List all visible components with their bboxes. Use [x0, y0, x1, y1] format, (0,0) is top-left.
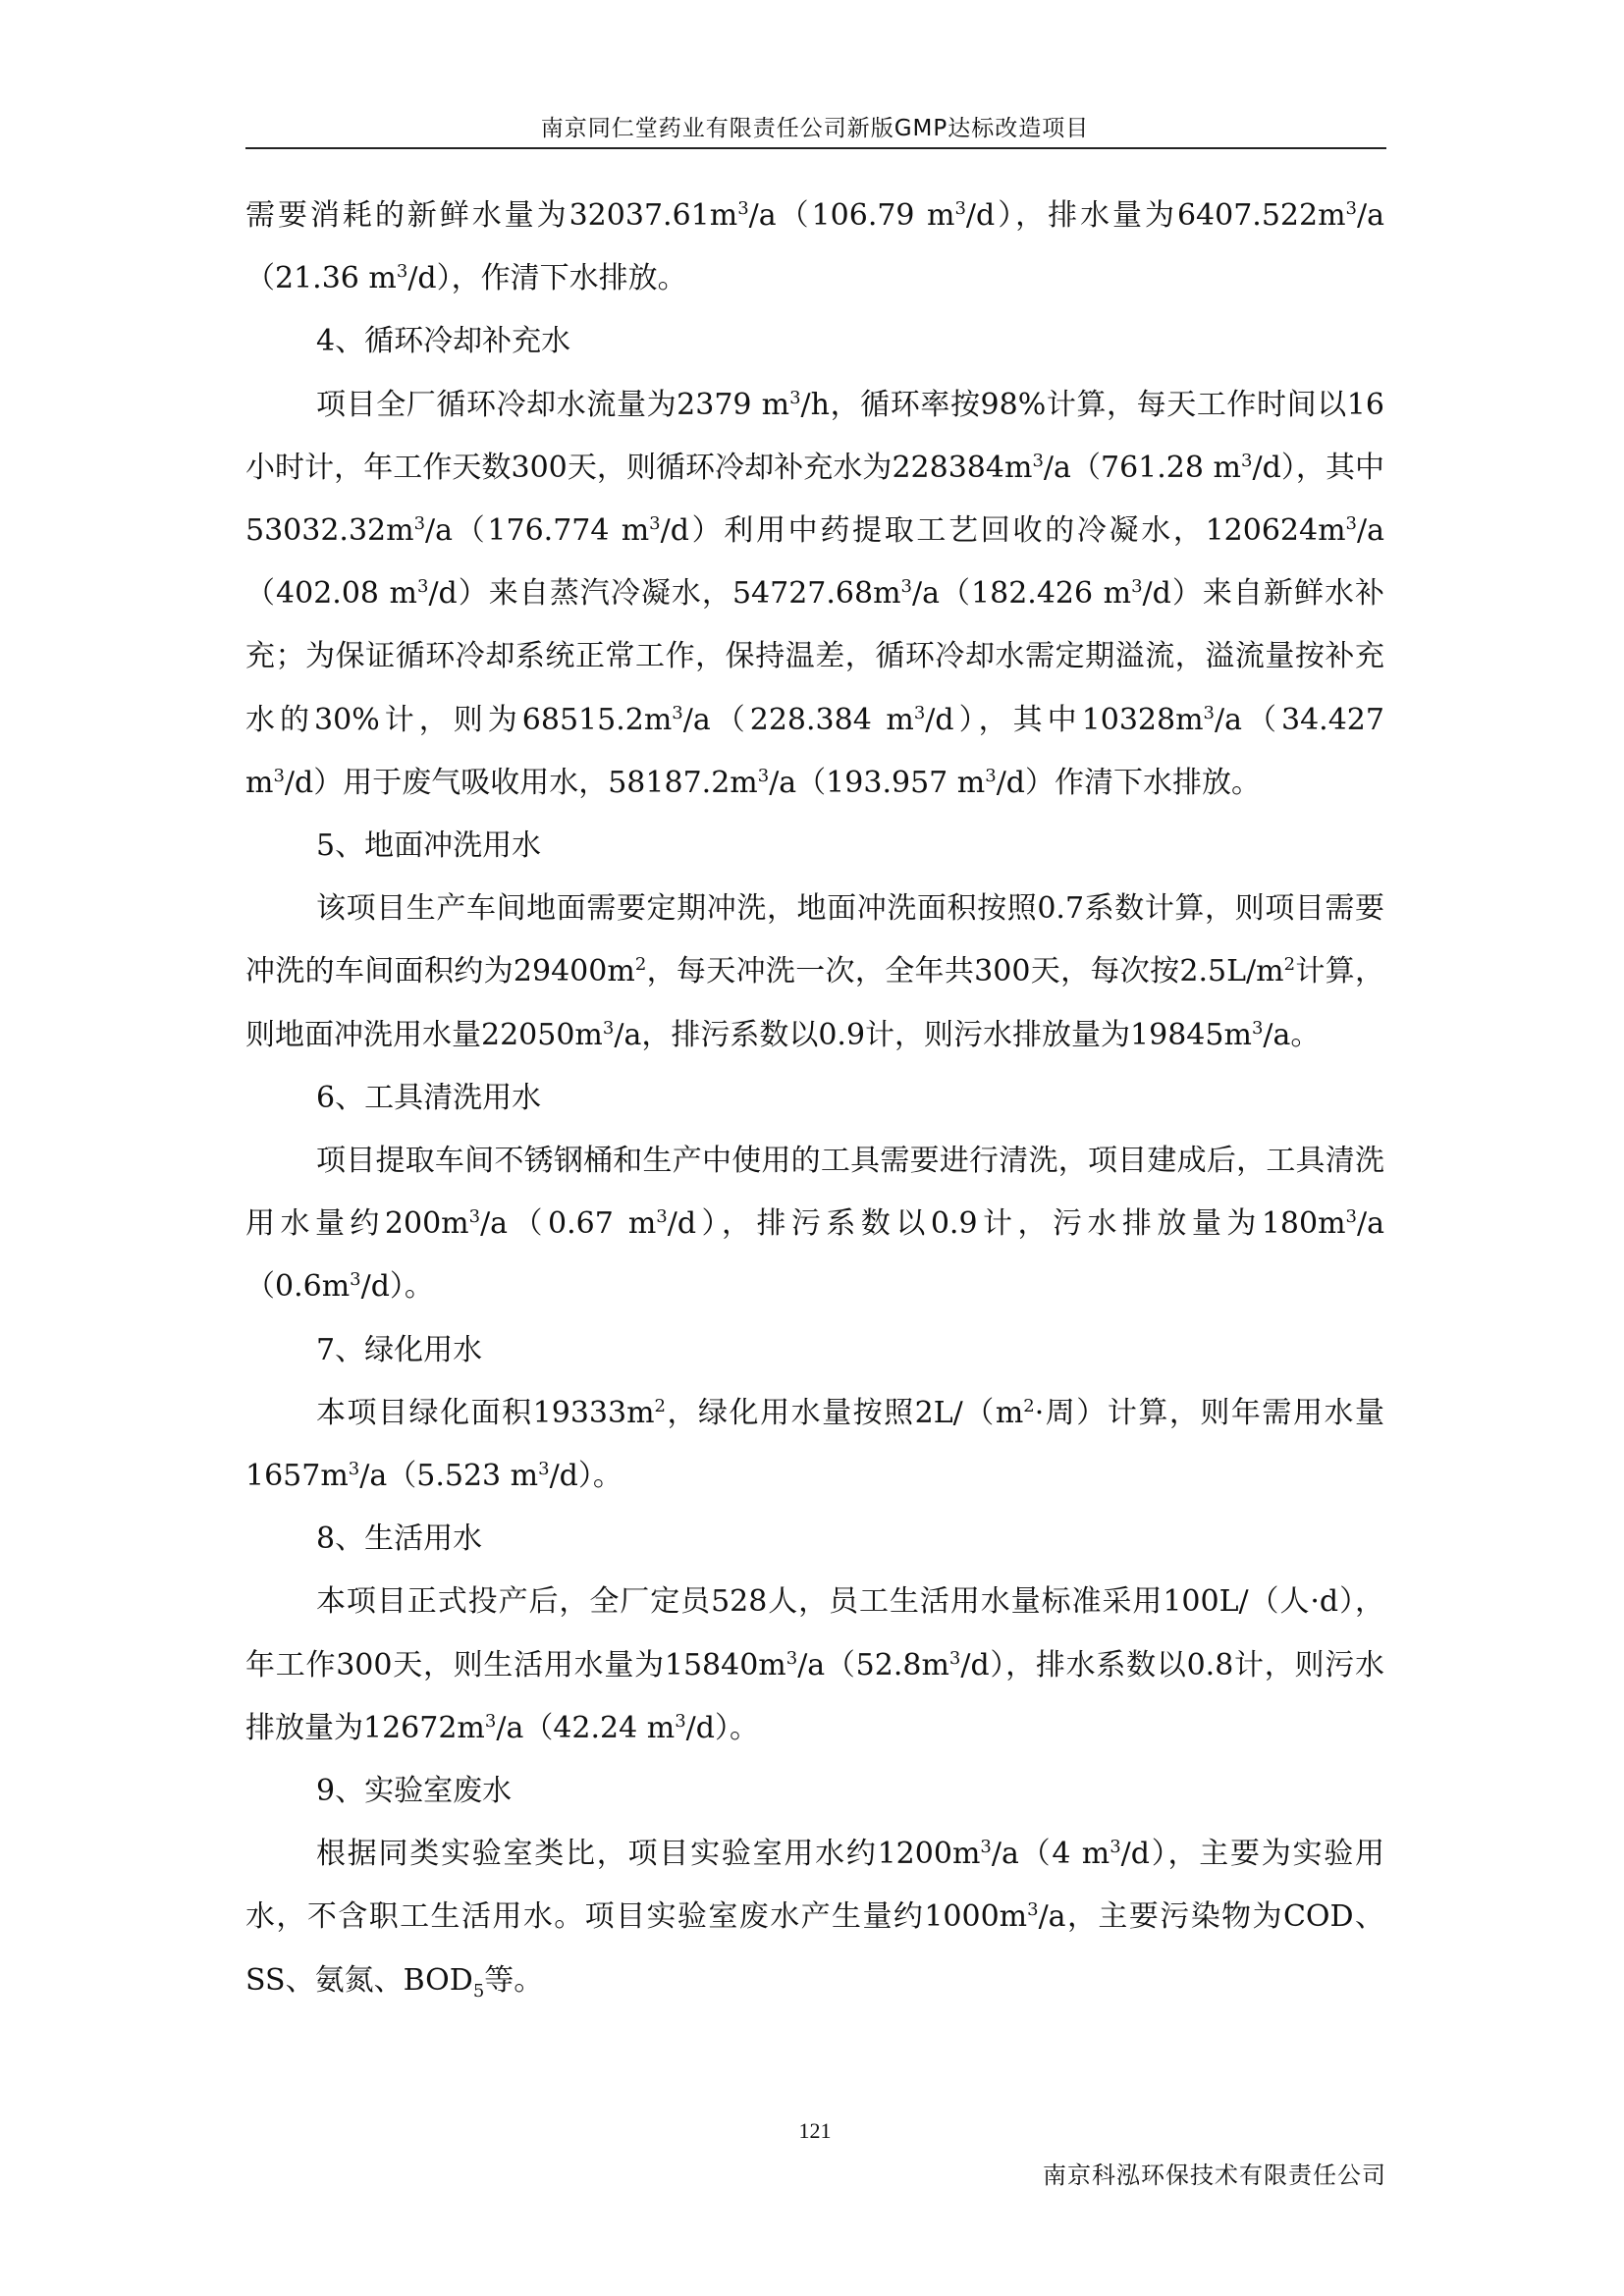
- section-paragraph-9: 根据同类实验室类比，项目实验室用水约$1200m^3/a(4$ $m^3/d$），主要为实验用水，不含职工生活用水。项目实验室废水产生量约$1000m^3/a$，主要污染物为COD、SS、氨氮、$BOD_5$等。: [245, 1837, 1385, 2002]
- page-number: 121: [798, 2118, 832, 2143]
- page-header-title: 南京同仁堂药业有限责任公司新版GMP达标改造项目: [540, 116, 1090, 141]
- footer-company: 南京科泓环保技术有限责任公司: [1043, 2162, 1386, 2189]
- section-heading-5: 5、地面冲洗用水: [316, 828, 542, 864]
- section-heading-8: 8、生活用水: [316, 1522, 483, 1557]
- section-heading-7: 7、绿化用水: [316, 1332, 483, 1367]
- continued-paragraph: 需要消耗的新鲜水量为$32037.61m^3/a(106.79$ $m^3/d$），排水量为$6407.522m^3/a(21.36$ $m^3/d$），作清下水排放。: [245, 198, 1384, 296]
- section-paragraph-8: 本项目正式投产后，全厂定员528人，员工生活用水量标准采用100L/（人·d），年工作300天，则生活用水量为$15840m^3/a(52.8m^3/d)$，排水系数以0.8计，则污水排放量为$12672m^3/a(42.24$ $m^3/d$）。: [245, 1584, 1384, 1745]
- section-paragraph-6: 项目提取车间不锈钢桶和生产中使用的工具需要进行清洗，项目建成后，工具清洗用水量约$200m^3/a(0.67$ $m^3/d$），排污系数以0.9计，污水排放量为$180m^3/a(0.6m^3/d)$。: [245, 1144, 1384, 1305]
- section-heading-6: 6、工具清洗用水: [316, 1080, 542, 1115]
- document-body: [245, 185, 1384, 2012]
- section-heading-9: 9、实验室废水: [316, 1774, 513, 1809]
- section-paragraph-4: 项目全厂循环冷却水流量为2379 $m^3/h$，循环率按98%计算，每天工作时间以16小时计，年工作天数300天，则循环冷却补充水为$228384m^3/a(761.28$ $m^3/d$），其中$53032.32m^3/a(176.774$ $m^3/d$）利用中药提取工艺回收的冷凝水，$120624m^3/a(402.08$ $m^3/d$）来自蒸汽冷凝水，$54727.68m^3/a(182.426$ $m^3/d$）来自新鲜水补充；为保证循环冷却系统正常工作，保持温差，循环冷却水需定期溢流，溢流量按补充水的30%计，则为$68515.2m^3/a(228.384$ $m^3/d$），其中$10328m^3/a(34.427$ $m^3/d$）用于废气吸收用水，$58187.2m^3/a(193.957$ $m^3/d$）作清下水排放。: [245, 387, 1385, 800]
- section-paragraph-7: 本项目绿化面积$19333m^2$，绿化用水量按照$2L/(m^2\cdot$周）计算，则年需用水量$1657m^3/a(5.523$ $m^3/d$）。: [245, 1395, 1384, 1494]
- header-divider: [245, 147, 1386, 149]
- section-heading-4: 4、循环冷却补充水: [316, 324, 571, 359]
- section-paragraph-5: 该项目生产车间地面需要定期冲洗，地面冲洗面积按照0.7系数计算，则项目需要冲洗的车间面积约为$29400m^2$，每天冲洗一次，全年共300天，每次按$2.5L/m^2$计算，则地面冲洗用水量$22050m^3/a$，排污系数以0.9计，则污水排放量为$19845m^3/a$。: [245, 891, 1384, 1052]
